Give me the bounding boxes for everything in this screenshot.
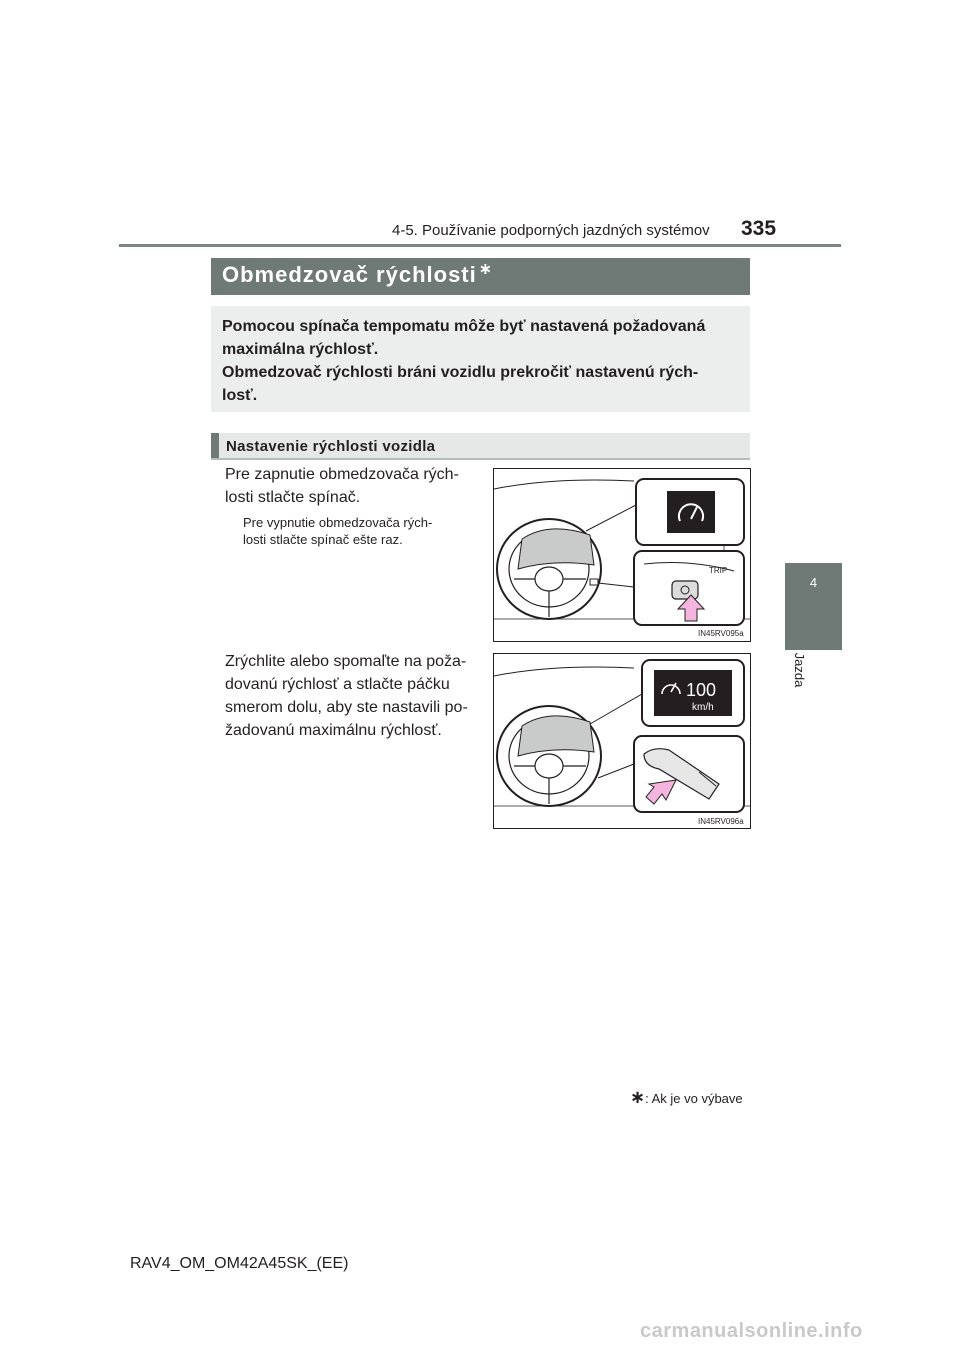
page-title-text: Obmedzovač rýchlosti (222, 262, 477, 287)
page-number: 335 (741, 217, 777, 240)
footnote-star-icon: ∗ (630, 1087, 646, 1107)
figure1-illustration (494, 469, 750, 641)
step2-line: Zrýchlite alebo spomaľte na poža- (225, 653, 467, 670)
figure2-speed-unit: km/h (692, 702, 714, 713)
section-title: Nastavenie rýchlosti vozidla (226, 438, 436, 455)
step1-note-line: losti stlačte spínač ešte raz. (243, 532, 403, 547)
intro-line: maximálna rýchlosť. (222, 341, 379, 358)
intro-line: losť. (222, 387, 258, 404)
intro-line: Pomocou spínača tempomatu môže byť nastavená požadovaná (222, 318, 706, 335)
section-header-marker (211, 433, 219, 458)
footnote (630, 1087, 743, 1108)
figure2-code: IN45RV096a (698, 817, 744, 826)
step1-line: Pre zapnutie obmedzovača rých- (225, 466, 459, 483)
chapter-tab-number: 4 (809, 575, 818, 590)
figure-speed-limiter-switch (493, 468, 751, 642)
header-rule (119, 244, 841, 247)
running-header-section: 4-5. Používanie podporných jazdných systémov (392, 222, 710, 239)
page-title (222, 262, 493, 288)
footnote-text: : Ak je vo výbave (645, 1091, 743, 1106)
figure1-code: IN45RV095a (698, 629, 744, 638)
step2-line: smerom dolu, aby ste nastavili po- (225, 699, 468, 716)
step1-line: losti stlačte spínač. (225, 489, 361, 506)
intro-line: Obmedzovač rýchlosti bráni vozidlu prekročiť nastavenú rých- (222, 364, 699, 381)
watermark: carmanualsonline.info (640, 1320, 863, 1342)
step1-note-line: Pre vypnutie obmedzovača rých- (243, 515, 433, 530)
figure1-trip-label: TRIP (709, 566, 728, 575)
footer-document-code: RAV4_OM_OM42A45SK_(EE) (130, 1255, 349, 1272)
figure2-speed-value: 100 (686, 680, 717, 700)
step2-line: dovanú rýchlosť a stlačte páčku (225, 676, 450, 693)
title-star-icon: ∗ (478, 261, 494, 278)
figure2-illustration (494, 654, 750, 828)
chapter-tab-label: Jazda (792, 652, 807, 688)
figure-set-speed-lever (493, 653, 751, 829)
step2-line: žadovanú maximálnu rýchlosť. (225, 722, 442, 739)
